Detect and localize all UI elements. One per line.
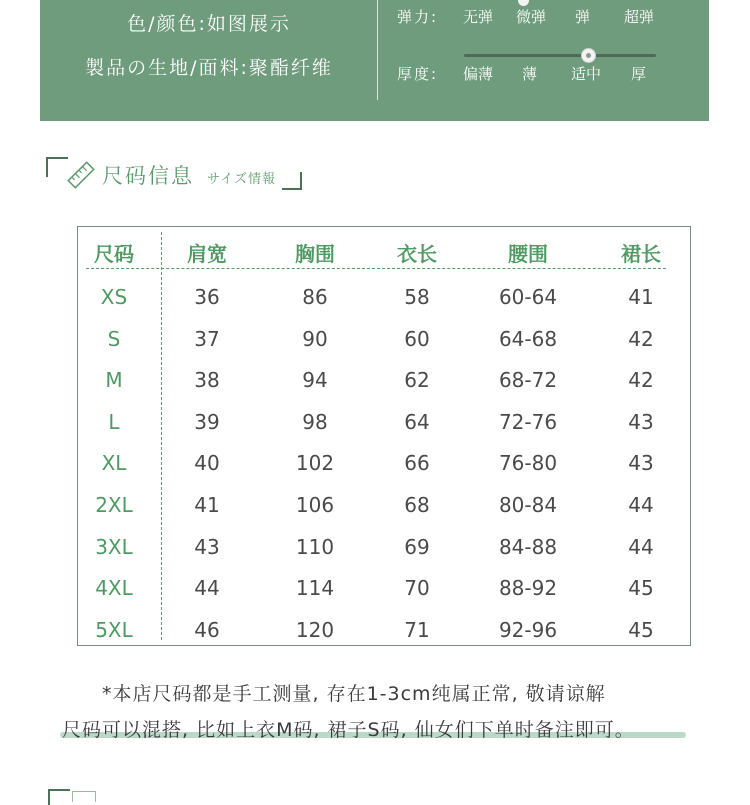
table-cell: 60-64 — [498, 285, 558, 309]
table-cell: 44 — [628, 493, 654, 517]
length-header: 衣长 — [397, 242, 437, 266]
size-header: 尺码 — [94, 242, 134, 266]
table-cell: 110 — [295, 535, 335, 559]
table-cell: 62 — [404, 368, 430, 392]
table-cell: 44 — [628, 535, 654, 559]
table-cell: 43 — [628, 451, 654, 475]
table-cell: 38 — [194, 368, 220, 392]
next-section-bracket — [48, 789, 70, 805]
table-cell: 66 — [404, 451, 430, 475]
table-cell: 40 — [194, 451, 220, 475]
material-info — [40, 0, 378, 121]
elasticity-option: 超弹 — [624, 8, 655, 26]
table-cell: 64 — [404, 410, 430, 434]
table-cell: 76-80 — [498, 451, 558, 475]
table-cell: 102 — [295, 451, 335, 475]
column-divider — [161, 232, 162, 640]
size-label: L — [108, 410, 120, 434]
table-cell: 94 — [302, 368, 328, 392]
table-cell: 58 — [404, 285, 430, 309]
size-label: S — [107, 327, 121, 351]
table-cell: 42 — [628, 327, 654, 351]
table-cell: 68-72 — [498, 368, 558, 392]
mix-size-note: 尺码可以混搭, 比如上衣M码, 裙子S码, 仙女们下单时备注即可。 — [62, 719, 635, 741]
table-cell: 41 — [628, 285, 654, 309]
measurement-note: *本店尺码都是手工测量, 存在1-3cm纯属正常, 敬请谅解 — [102, 683, 606, 705]
table-cell: 98 — [302, 410, 328, 434]
table-cell: 92-96 — [498, 618, 558, 642]
thickness-option: 厚 — [631, 65, 647, 83]
elasticity-scale — [397, 6, 655, 27]
size-table — [77, 226, 691, 646]
table-cell: 80-84 — [498, 493, 558, 517]
table-cell: 45 — [628, 618, 654, 642]
table-cell: 37 — [194, 327, 220, 351]
size-label: XS — [100, 285, 128, 309]
section-title: 尺码信息 — [102, 164, 194, 188]
table-cell: 41 — [194, 493, 220, 517]
table-cell: 39 — [194, 410, 220, 434]
elasticity-option: 无弹 — [463, 8, 494, 26]
thickness-option: 适中 — [571, 65, 602, 83]
waist-header: 腰围 — [508, 242, 548, 266]
elasticity-title: 弹力: — [397, 8, 439, 26]
table-cell: 106 — [295, 493, 335, 517]
thickness-knob — [582, 49, 595, 62]
table-cell: 120 — [295, 618, 335, 642]
size-label: 4XL — [95, 576, 133, 600]
table-cell: 72-76 — [498, 410, 558, 434]
table-cell: 114 — [295, 576, 335, 600]
table-cell: 44 — [194, 576, 220, 600]
section-subtitle: サイズ情報 — [207, 172, 276, 187]
thickness-title: 厚度: — [397, 65, 439, 83]
fabric-line: 製品の生地/面料:聚酯纤维 — [85, 57, 333, 79]
table-cell: 90 — [302, 327, 328, 351]
product-info-panel — [40, 0, 709, 121]
table-cell: 46 — [194, 618, 220, 642]
color-line: 色/颜色:如图展示 — [127, 13, 291, 35]
skirt-length-header: 裙长 — [621, 242, 661, 266]
next-section-icon — [72, 791, 96, 802]
table-cell: 42 — [628, 368, 654, 392]
table-cell: 70 — [404, 576, 430, 600]
elasticity-option: 微弹 — [516, 8, 547, 26]
table-cell: 69 — [404, 535, 430, 559]
thickness-scale — [397, 63, 647, 84]
elasticity-option: 弹 — [575, 8, 591, 26]
table-cell: 60 — [404, 327, 430, 351]
heading-bracket-right — [282, 172, 302, 190]
table-cell: 88-92 — [498, 576, 558, 600]
thickness-track — [464, 54, 656, 57]
size-label: XL — [101, 451, 127, 475]
table-cell: 84-88 — [498, 535, 558, 559]
table-cell: 64-68 — [498, 327, 558, 351]
table-cell: 68 — [404, 493, 430, 517]
table-cell: 36 — [194, 285, 220, 309]
size-label: 3XL — [95, 535, 133, 559]
header-divider — [86, 268, 666, 269]
size-label: 2XL — [95, 493, 133, 517]
table-cell: 43 — [194, 535, 220, 559]
table-cell: 43 — [628, 410, 654, 434]
panel-divider — [377, 0, 378, 100]
table-cell: 86 — [302, 285, 328, 309]
shoulder-header: 肩宽 — [187, 242, 227, 266]
table-cell: 45 — [628, 576, 654, 600]
heading-bracket-left — [46, 157, 68, 177]
table-cell: 71 — [404, 618, 430, 642]
size-label: 5XL — [95, 618, 133, 642]
thickness-option: 薄 — [522, 65, 538, 83]
size-label: M — [105, 368, 123, 392]
ruler-icon — [66, 160, 96, 190]
bust-header: 胸围 — [295, 242, 335, 266]
thickness-option: 偏薄 — [463, 65, 494, 83]
